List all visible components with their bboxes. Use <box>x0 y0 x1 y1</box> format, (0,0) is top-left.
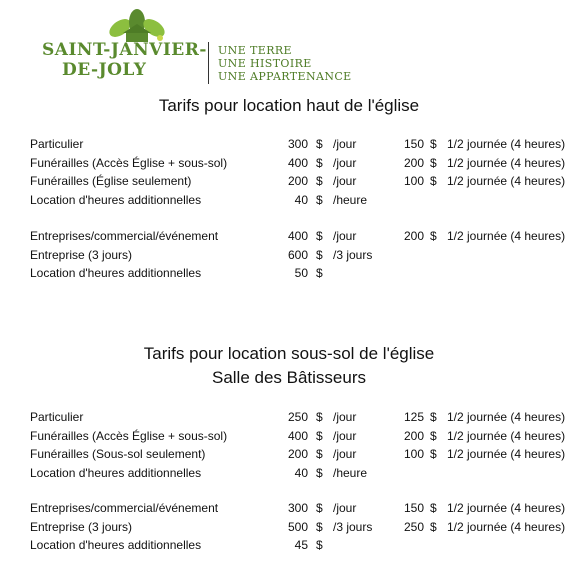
rate-row <box>0 156 578 174</box>
half-day-amount: 200 <box>403 428 424 443</box>
rate-row <box>0 501 578 519</box>
rate-unit: /3 jours <box>333 519 373 534</box>
rate-unit: /jour <box>333 229 357 243</box>
half-day-unit: 1/2 journée (4 heures) <box>447 137 566 151</box>
rate-amount: 600 <box>287 247 308 262</box>
rate-currency: $ <box>316 266 323 280</box>
rate-row <box>0 538 578 556</box>
rate-currency: $ <box>316 247 323 262</box>
rate-label: Entreprise (3 jours) <box>30 519 133 534</box>
rate-currency: $ <box>316 501 323 515</box>
half-day-amount: 200 <box>403 155 424 170</box>
half-day-currency: $ <box>430 519 437 534</box>
leaves-icon <box>92 8 182 44</box>
rate-currency: $ <box>316 174 323 188</box>
rate-currency: $ <box>316 229 323 243</box>
rate-row <box>0 229 578 247</box>
half-day-currency: $ <box>430 447 437 461</box>
half-day-currency: $ <box>430 428 437 443</box>
half-day-currency: $ <box>430 155 437 170</box>
rate-label: Particulier <box>30 137 84 151</box>
rate-label: Entreprise (3 jours) <box>30 247 133 262</box>
logo-tagline-2: UNE HISTOIRE <box>218 57 312 70</box>
rate-amount: 250 <box>287 410 308 424</box>
half-day-unit: 1/2 journée (4 heures) <box>447 501 566 515</box>
rate-currency: $ <box>316 155 323 170</box>
rate-amount: 40 <box>294 192 308 207</box>
logo-name-line1: SAINT-JANVIER- <box>42 40 207 60</box>
rate-amount: 400 <box>287 229 308 243</box>
rate-label: Funérailles (Église seulement) <box>30 174 192 188</box>
rate-amount: 300 <box>287 501 308 515</box>
rate-amount: 500 <box>287 519 308 534</box>
half-day-amount: 200 <box>403 229 424 243</box>
rate-label: Funérailles (Sous-sol seulement) <box>30 447 206 461</box>
rate-row <box>0 174 578 192</box>
rate-unit: /heure <box>333 192 368 207</box>
rate-label: Entreprises/commercial/événement <box>30 501 219 515</box>
logo-tagline-3: UNE APPARTENANCE <box>218 70 352 83</box>
rate-row <box>0 410 578 428</box>
rate-amount: 400 <box>287 428 308 443</box>
rate-amount: 200 <box>287 174 308 188</box>
rate-label: Location d'heures additionnelles <box>30 538 202 552</box>
rate-unit: /jour <box>333 155 357 170</box>
half-day-unit: 1/2 journée (4 heures) <box>447 428 566 443</box>
rate-unit: /jour <box>333 447 357 461</box>
half-day-amount: 250 <box>403 519 424 534</box>
rate-row <box>0 447 578 465</box>
half-day-currency: $ <box>430 410 437 424</box>
rate-currency: $ <box>316 519 323 534</box>
rate-row <box>0 137 578 155</box>
half-day-unit: 1/2 journée (4 heures) <box>447 174 566 188</box>
rate-unit: /3 jours <box>333 247 373 262</box>
rate-unit: /jour <box>333 501 357 515</box>
rate-row <box>0 429 578 447</box>
rate-label: Location d'heures additionnelles <box>30 465 202 480</box>
rate-unit: /heure <box>333 465 368 480</box>
rate-amount: 45 <box>294 538 308 552</box>
rate-label: Funérailles (Accès Église + sous-sol) <box>30 428 228 443</box>
rate-currency: $ <box>316 410 323 424</box>
half-day-unit: 1/2 journée (4 heures) <box>447 155 566 170</box>
rate-row <box>0 520 578 538</box>
rate-currency: $ <box>316 192 323 207</box>
half-day-amount: 150 <box>403 137 424 151</box>
logo-divider <box>208 42 209 84</box>
logo <box>40 8 370 88</box>
half-day-currency: $ <box>430 174 437 188</box>
logo-tagline-1: UNE TERRE <box>218 44 292 57</box>
rate-amount: 200 <box>287 447 308 461</box>
rate-row <box>0 193 578 211</box>
rate-label: Funérailles (Accès Église + sous-sol) <box>30 155 228 170</box>
half-day-currency: $ <box>430 229 437 243</box>
section2-subtitle: Salle des Bâtisseurs <box>211 368 367 387</box>
section2-title: Tarifs pour location sous-sol de l'église <box>143 344 435 363</box>
rate-unit: /jour <box>333 137 357 151</box>
rate-currency: $ <box>316 137 323 151</box>
half-day-amount: 150 <box>403 501 424 515</box>
rate-row <box>0 466 578 484</box>
half-day-unit: 1/2 journée (4 heures) <box>447 229 566 243</box>
half-day-amount: 125 <box>403 410 424 424</box>
rate-amount: 400 <box>287 155 308 170</box>
rate-currency: $ <box>316 465 323 480</box>
rate-amount: 50 <box>294 266 308 280</box>
half-day-unit: 1/2 journée (4 heures) <box>447 519 566 534</box>
rate-unit: /jour <box>333 428 357 443</box>
rate-currency: $ <box>316 447 323 461</box>
rate-currency: $ <box>316 428 323 443</box>
half-day-amount: 100 <box>403 447 424 461</box>
half-day-amount: 100 <box>403 174 424 188</box>
rate-row <box>0 266 578 284</box>
half-day-unit: 1/2 journée (4 heures) <box>447 410 566 424</box>
section1-title: Tarifs pour location haut de l'église <box>158 96 420 115</box>
half-day-currency: $ <box>430 501 437 515</box>
rate-label: Location d'heures additionnelles <box>30 266 202 280</box>
rate-unit: /jour <box>333 174 357 188</box>
rate-label: Location d'heures additionnelles <box>30 192 202 207</box>
logo-name-line2: DE-JOLY <box>62 60 147 80</box>
rate-currency: $ <box>316 538 323 552</box>
rate-unit: /jour <box>333 410 357 424</box>
rate-label: Entreprises/commercial/événement <box>30 229 219 243</box>
rate-amount: 40 <box>294 465 308 480</box>
rate-label: Particulier <box>30 410 84 424</box>
half-day-unit: 1/2 journée (4 heures) <box>447 447 566 461</box>
rate-amount: 300 <box>287 137 308 151</box>
half-day-currency: $ <box>430 137 437 151</box>
rate-row <box>0 248 578 266</box>
